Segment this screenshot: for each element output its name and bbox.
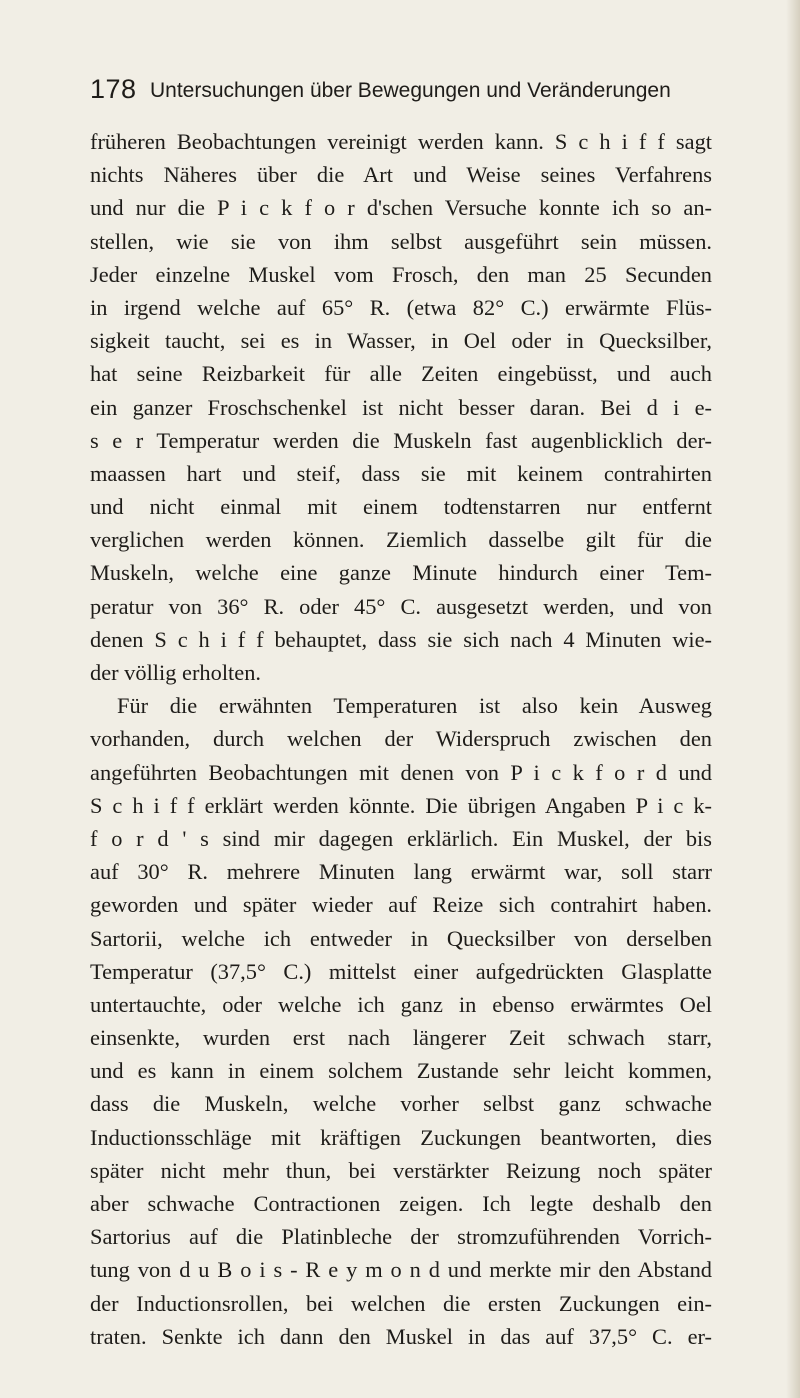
text-line: ein ganzer Froschschenkel ist nicht besser daran. Bei d i e- xyxy=(90,394,712,420)
text-line: nichts Näheres über die Art und Weise seines Verfahrens xyxy=(90,162,712,188)
text-line: Muskeln, welche eine ganze Minute hindurch einer Tem- xyxy=(90,560,712,586)
text-line: in irgend welche auf 65° R. (etwa 82° C.) erwärmte Flüs- xyxy=(90,294,712,320)
body-text xyxy=(90,125,712,1353)
text-line: der Inductionsrollen, bei welchen die ersten Zuckungen ein- xyxy=(90,1290,712,1316)
text-line: denen S c h i f f behauptet, dass sie sich nach 4 Minuten wie- xyxy=(90,626,712,652)
text-line: S c h i f f erklärt werden könnte. Die übrigen Angaben P i c k- xyxy=(90,792,712,818)
text-line: auf 30° R. mehrere Minuten lang erwärmt war, soll starr xyxy=(90,859,712,885)
text-line: maassen hart und steif, dass sie mit keinem contrahirten xyxy=(90,460,712,486)
text-line: geworden und später wieder auf Reize sich contrahirt haben. xyxy=(90,892,712,918)
text-line: Temperatur (37,5° C.) mittelst einer aufgedrückten Glasplatte xyxy=(90,958,712,984)
text-line: einsenkte, wurden erst nach längerer Zeit schwach starr, xyxy=(90,1025,712,1051)
text-line: Sartorii, welche ich entweder in Quecksilber von derselben xyxy=(90,925,712,951)
text-line: f o r d ' s sind mir dagegen erklärlich. Ein Muskel, der bis xyxy=(90,825,712,851)
text-line: angeführten Beobachtungen mit denen von P i c k f o r d und xyxy=(90,759,712,785)
text-line: stellen, wie sie von ihm selbst ausgeführt sein müssen. xyxy=(90,228,712,254)
text-line: der völlig erholten. xyxy=(90,660,261,685)
running-head xyxy=(90,74,690,108)
text-line: Jeder einzelne Muskel vom Frosch, den man 25 Secunden xyxy=(90,261,712,287)
paragraph-first-line: Für die erwähnten Temperaturen ist also kein Ausweg xyxy=(117,693,712,719)
text-line: hat seine Reizbarkeit für alle Zeiten eingebüsst, und auch xyxy=(90,361,712,387)
text-line: Inductionsschläge mit kräftigen Zuckungen beantworten, dies xyxy=(90,1124,712,1150)
text-line: peratur von 36° R. oder 45° C. ausgesetzt werden, und von xyxy=(90,593,712,619)
text-line: und nur die P i c k f o r d'schen Versuche konnte ich so an- xyxy=(90,195,712,221)
running-title: Untersuchungen über Bewegungen und Veränderungen xyxy=(150,79,671,102)
text-line: und es kann in einem solchem Zustande sehr leicht kommen, xyxy=(90,1058,712,1084)
text-line: traten. Senkte ich dann den Muskel in das auf 37,5° C. er- xyxy=(90,1323,712,1349)
page-number: 178 xyxy=(90,74,137,104)
text-line: untertauchte, oder welche ich ganz in ebenso erwärmtes Oel xyxy=(90,991,712,1017)
text-line: tung von d u B o i s - R e y m o n d und merkte mir den Abstand xyxy=(90,1257,712,1283)
text-line: und nicht einmal mit einem todtenstarren nur entfernt xyxy=(90,494,712,520)
text-line: vorhanden, durch welchen der Widerspruch zwischen den xyxy=(90,726,712,752)
text-line: aber schwache Contractionen zeigen. Ich legte deshalb den xyxy=(90,1191,712,1216)
text-line: s e r Temperatur werden die Muskeln fast augenblicklich der- xyxy=(90,427,712,453)
text-line: später nicht mehr thun, bei verstärkter Reizung noch später xyxy=(90,1157,712,1183)
text-line: früheren Beobachtungen vereinigt werden kann. S c h i f f sagt xyxy=(90,129,712,154)
page-edge-shadow xyxy=(786,0,800,1398)
text-line: Sartorius auf die Platinbleche der stromzuführenden Vorrich- xyxy=(90,1224,712,1250)
text-line: verglichen werden können. Ziemlich dasselbe gilt für die xyxy=(90,527,712,553)
text-line: sigkeit taucht, sei es in Wasser, in Oel oder in Quecksilber, xyxy=(90,328,712,354)
text-line: dass die Muskeln, welche vorher selbst ganz schwache xyxy=(90,1091,712,1117)
